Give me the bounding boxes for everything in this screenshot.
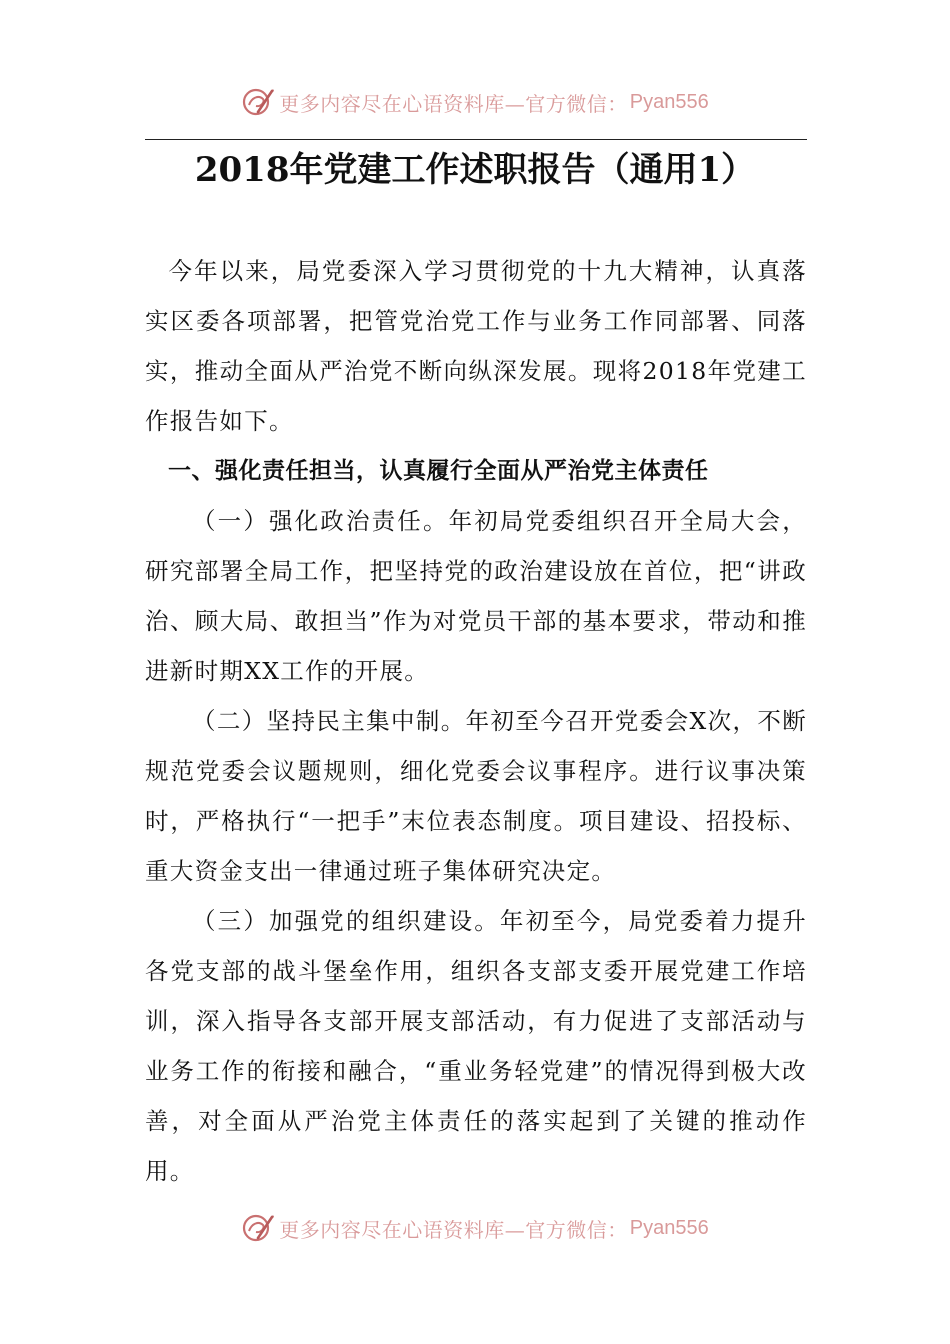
header-watermark	[0, 82, 950, 122]
document-title: 2018年党建工作述职报告（通用1）	[194, 150, 756, 190]
body-paragraph: （一）强化政治责任。年初局党委组织召开全局大会，研究部署全局工作，把坚持党的政治建设放在首位，把“讲政治、顾大局、敢担当”作为对党员干部的基本要求，带动和推进新时期XX工作的开展。	[145, 507, 807, 685]
intro-paragraph: 今年以来，局党委深入学习贯彻党的十九大精神，认真落实区委各项部署，把管党治党工作与业务工作同部署、同落实，推动全面从严治党不断向纵深发展。现将2018年党建工作报告如下。	[145, 257, 807, 435]
header-watermark-code: Pyan556	[629, 90, 709, 113]
footer-watermark-text: 更多内容尽在心语资料库—官方微信：	[279, 1217, 628, 1242]
pen-swirl-logo-icon	[241, 1211, 275, 1245]
footer-watermark	[0, 1208, 950, 1248]
pen-swirl-logo-icon	[241, 85, 275, 119]
header-watermark-text: 更多内容尽在心语资料库—官方微信：	[279, 91, 628, 116]
section-heading: 一、强化责任担当，认真履行全面从严治党主体责任	[168, 458, 709, 484]
body-paragraph: （三）加强党的组织建设。年初至今，局党委着力提升各党支部的战斗堡垒作用，组织各支部支委开展党建工作培训，深入指导各支部开展支部活动，有力促进了支部活动与业务工作的衔接和融合，“重业务轻党建”的情况得到极大改善，对全面从严治党主体责任的落实起到了关键的推动作用。	[145, 907, 807, 1185]
header-divider	[145, 139, 807, 140]
footer-watermark-code: Pyan556	[629, 1216, 709, 1239]
body-paragraph: （二）坚持民主集中制。年初至今召开党委会X次，不断规范党委会议题规则，细化党委会议事程序。进行议事决策时，严格执行“一把手”末位表态制度。项目建设、招投标、重大资金支出一律通过班子集体研究决定。	[145, 707, 807, 885]
document-body	[145, 246, 807, 1196]
